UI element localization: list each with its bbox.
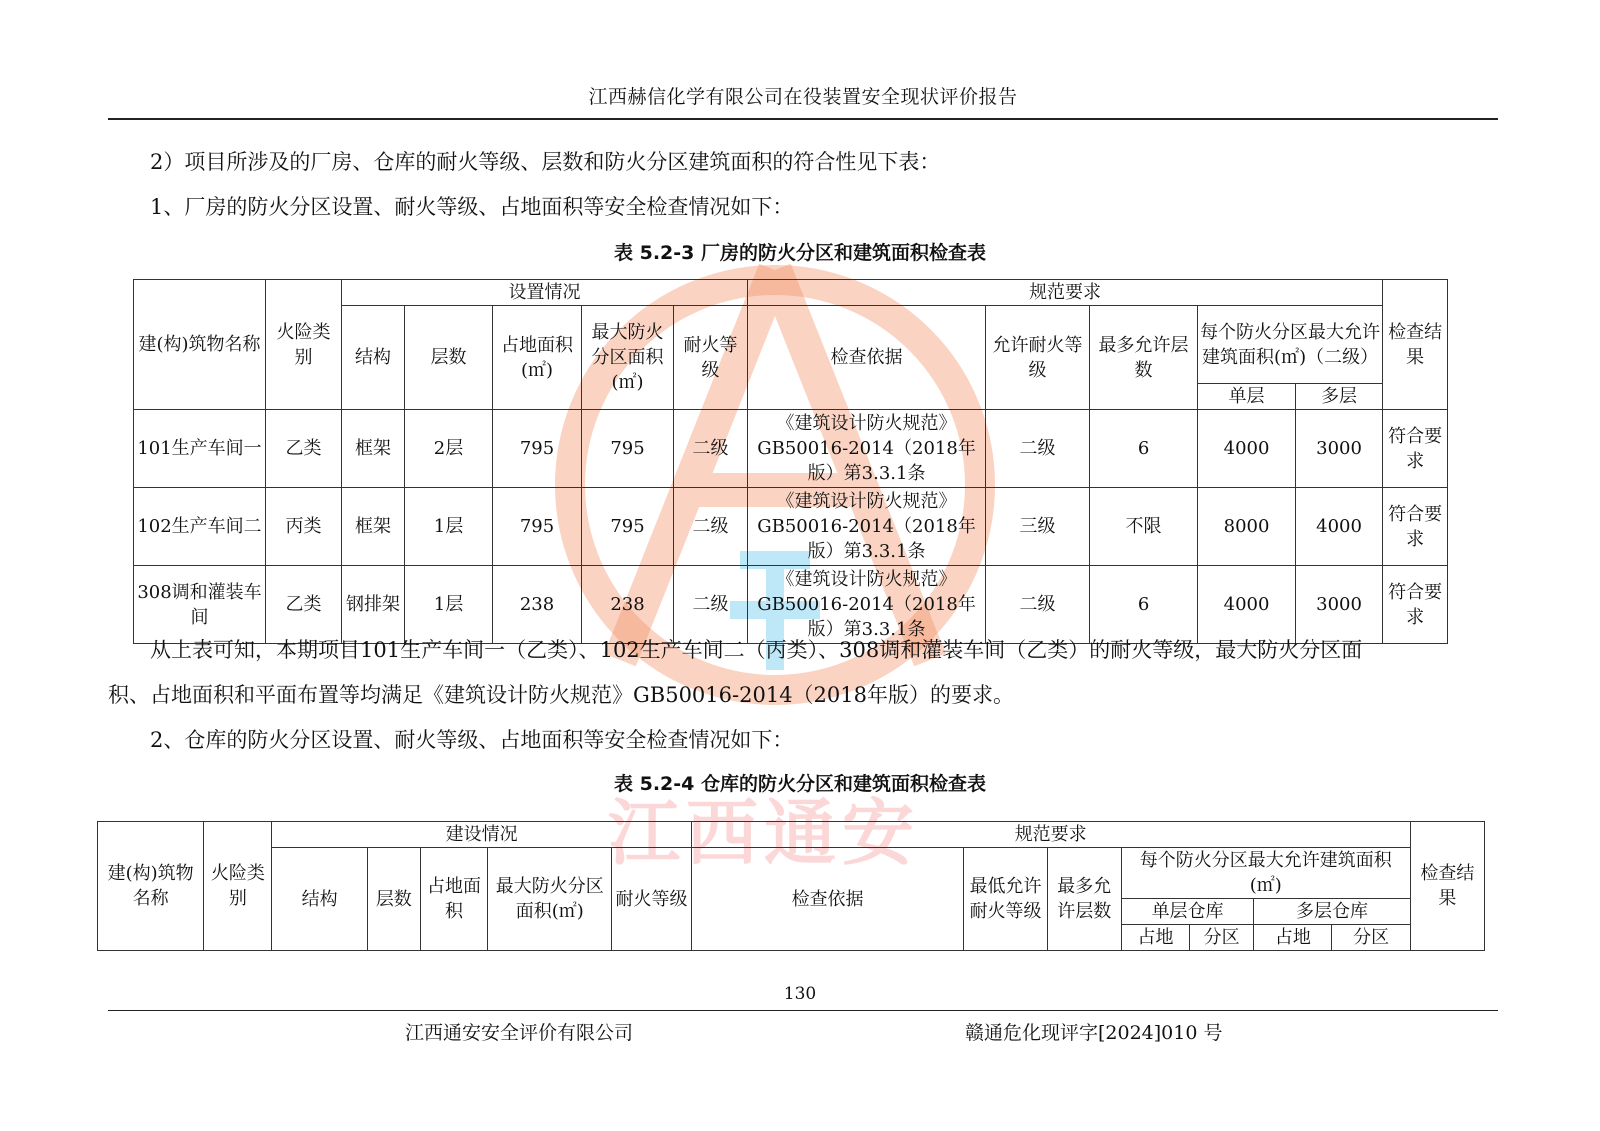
t1-header-result: 检查结果	[1383, 280, 1448, 410]
conclusion-line-1: 从上表可知，本期项目101生产车间一（乙类）、102生产车间二（丙类）、308调和灌装车间（乙类）的耐火等级，最大防火分区面	[150, 638, 1363, 662]
t2-header-min-grade: 最低允许耐火等级	[964, 848, 1047, 951]
t2-header-fire-grade: 耐火等级	[612, 848, 691, 951]
t2-header-area: 占地面积	[420, 848, 487, 951]
t1-cell-basis: 《建筑设计防火规范》GB50016-2014（2018年版）第3.3.1条	[748, 488, 986, 566]
t1-cell-max-zone: 238	[582, 566, 674, 644]
factory-fire-zone-table	[133, 279, 1448, 644]
t1-cell-name: 308调和灌装车间	[134, 566, 266, 644]
t2-header-single-occupy: 占地	[1121, 925, 1189, 951]
warehouse-fire-zone-table	[97, 821, 1485, 951]
t1-cell-risk: 丙类	[266, 488, 342, 566]
t1-cell-basis: 《建筑设计防火规范》GB50016-2014（2018年版）第3.3.1条	[748, 410, 986, 488]
t2-header-setting: 建设情况	[272, 822, 691, 848]
t1-cell-result: 符合要求	[1383, 410, 1448, 488]
t1-cell-max-floors: 6	[1090, 410, 1198, 488]
t1-header-area: 占地面积(㎡)	[493, 306, 582, 410]
t1-cell-result: 符合要求	[1383, 488, 1448, 566]
t1-header-name: 建(构)筑物名称	[134, 280, 266, 410]
conclusion-line-2: 积、占地面积和平面布置等均满足《建筑设计防火规范》GB50016-2014（2018年版）的要求。	[108, 683, 1014, 707]
page-number: 130	[783, 984, 817, 1004]
t2-header-max-zone: 最大防火分区面积(㎡)	[488, 848, 612, 951]
table1-caption: 表 5.2-3 厂房的防火分区和建筑面积检查表	[614, 242, 986, 264]
t1-cell-structure: 钢排架	[342, 566, 405, 644]
page-header-title: 江西赫信化学有限公司在役装置安全现状评价报告	[588, 86, 1018, 108]
t2-header-structure: 结构	[272, 848, 367, 951]
table-row	[134, 566, 1448, 644]
t2-header-max-area: 每个防火分区最大允许建筑面积(㎡)	[1121, 848, 1410, 899]
t2-header-multi: 多层仓库	[1254, 899, 1410, 925]
t1-cell-floors: 2层	[405, 410, 493, 488]
t1-cell-max-floors: 不限	[1090, 488, 1198, 566]
footer-doc-number: 赣通危化现评字[2024]010 号	[965, 1022, 1223, 1044]
t2-header-multi-zone: 分区	[1332, 925, 1410, 951]
t1-header-fire-grade: 耐火等级	[674, 306, 748, 410]
t2-header-result: 检查结果	[1410, 822, 1484, 951]
t1-header-max-zone: 最大防火分区面积(㎡)	[582, 306, 674, 410]
t1-cell-fire-grade: 二级	[674, 410, 748, 488]
t1-cell-allowed-grade: 二级	[986, 410, 1090, 488]
t1-header-allowed-grade: 允许耐火等级	[986, 306, 1090, 410]
table-row	[134, 488, 1448, 566]
t2-header-floors: 层数	[367, 848, 420, 951]
t1-cell-name: 102生产车间二	[134, 488, 266, 566]
t1-cell-floors: 1层	[405, 566, 493, 644]
t2-header-spec: 规范要求	[691, 822, 1410, 848]
t1-cell-risk: 乙类	[266, 566, 342, 644]
t1-cell-single: 4000	[1198, 566, 1296, 644]
t2-header-basis: 检查依据	[691, 848, 964, 951]
t1-cell-area: 238	[493, 566, 582, 644]
t1-cell-max-zone: 795	[582, 410, 674, 488]
t1-cell-risk: 乙类	[266, 410, 342, 488]
t1-cell-single: 4000	[1198, 410, 1296, 488]
t1-header-single: 单层	[1198, 384, 1296, 410]
t2-header-max-floors: 最多允许层数	[1047, 848, 1121, 951]
t2-header-name: 建(构)筑物名称	[98, 822, 204, 951]
t1-cell-fire-grade: 二级	[674, 488, 748, 566]
t1-cell-result: 符合要求	[1383, 566, 1448, 644]
footer-company: 江西通安安全评价有限公司	[405, 1022, 634, 1044]
t1-cell-allowed-grade: 三级	[986, 488, 1090, 566]
t1-header-floors: 层数	[405, 306, 493, 410]
t1-header-spec: 规范要求	[748, 280, 1383, 306]
t1-header-basis: 检查依据	[748, 306, 986, 410]
section2-heading: 2、仓库的防火分区设置、耐火等级、占地面积等安全检查情况如下：	[150, 728, 794, 752]
section1-heading: 1、厂房的防火分区设置、耐火等级、占地面积等安全检查情况如下：	[150, 195, 794, 219]
t1-cell-fire-grade: 二级	[674, 566, 748, 644]
t1-header-risk: 火险类别	[266, 280, 342, 410]
t1-cell-multi: 4000	[1296, 488, 1383, 566]
table-row	[134, 410, 1448, 488]
t1-cell-max-zone: 795	[582, 488, 674, 566]
t1-cell-basis: 《建筑设计防火规范》GB50016-2014（2018年版）第3.3.1条	[748, 566, 986, 644]
t2-header-single-zone: 分区	[1190, 925, 1254, 951]
t1-header-setting: 设置情况	[342, 280, 748, 306]
t1-cell-multi: 3000	[1296, 410, 1383, 488]
t1-header-max-area: 每个防火分区最大允许建筑面积(㎡)（二级）	[1198, 306, 1383, 384]
t1-cell-area: 795	[493, 410, 582, 488]
t2-header-risk: 火险类别	[204, 822, 272, 951]
t2-header-multi-occupy: 占地	[1254, 925, 1332, 951]
watermark-text: 江西通安	[608, 791, 921, 875]
t1-cell-single: 8000	[1198, 488, 1296, 566]
t1-cell-multi: 3000	[1296, 566, 1383, 644]
header-rule	[108, 118, 1498, 120]
t1-cell-structure: 框架	[342, 410, 405, 488]
t1-header-structure: 结构	[342, 306, 405, 410]
table2-caption: 表 5.2-4 仓库的防火分区和建筑面积检查表	[614, 773, 986, 795]
intro-paragraph: 2）项目所涉及的厂房、仓库的耐火等级、层数和防火分区建筑面积的符合性见下表：	[150, 150, 941, 174]
t1-cell-structure: 框架	[342, 488, 405, 566]
t2-header-single: 单层仓库	[1121, 899, 1253, 925]
t1-cell-allowed-grade: 二级	[986, 566, 1090, 644]
t1-cell-floors: 1层	[405, 488, 493, 566]
t1-cell-area: 795	[493, 488, 582, 566]
footer-rule	[108, 1010, 1498, 1011]
t1-header-max-floors: 最多允许层数	[1090, 306, 1198, 410]
t1-cell-name: 101生产车间一	[134, 410, 266, 488]
t1-cell-max-floors: 6	[1090, 566, 1198, 644]
t1-header-multi: 多层	[1296, 384, 1383, 410]
